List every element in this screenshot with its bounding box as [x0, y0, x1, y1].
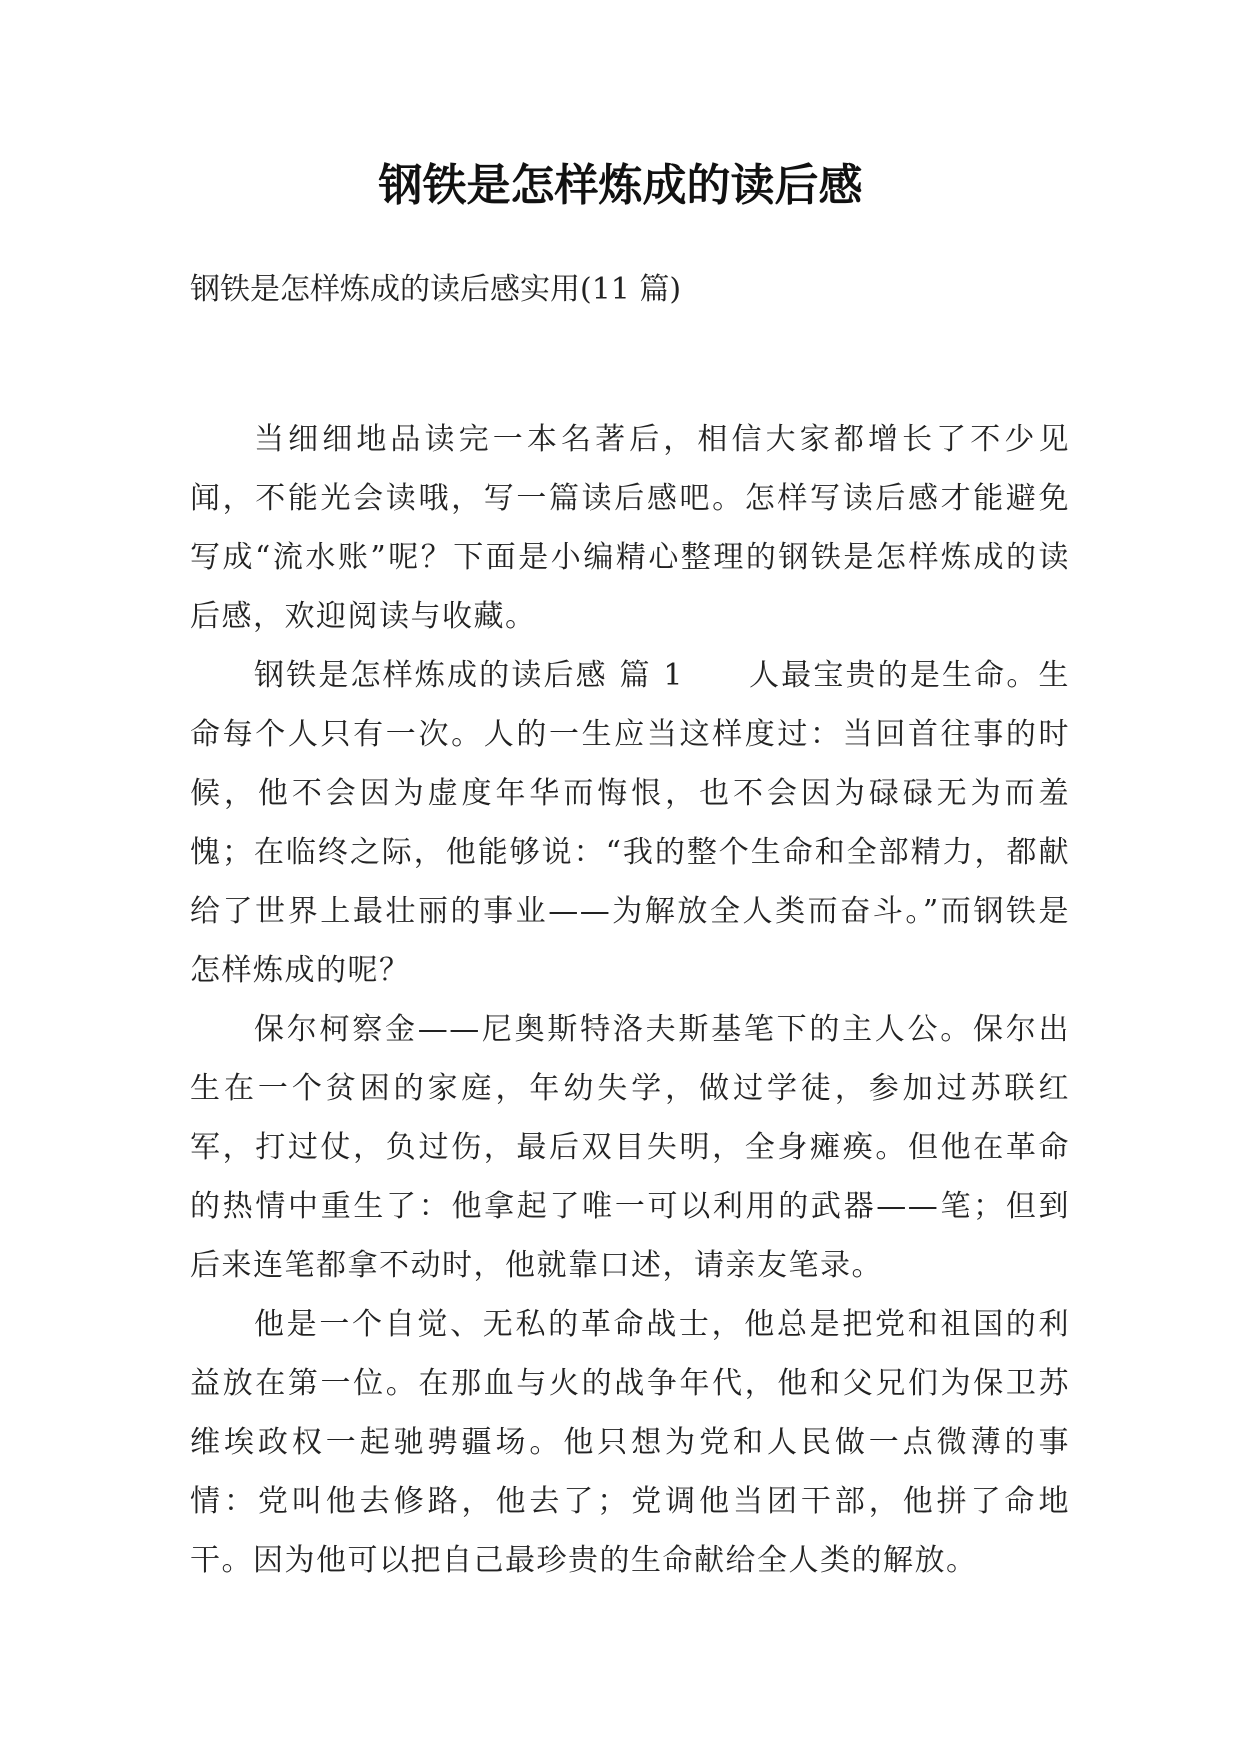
- document-subtitle: 钢铁是怎样炼成的读后感实用(11 篇): [190, 272, 682, 307]
- document-title: 钢铁是怎样炼成的读后感: [378, 160, 863, 211]
- paragraph-section-1: 钢铁是怎样炼成的读后感 篇 1 人最宝贵的是生命。生命每个人只有一次。人的一生应当这样度过：当回首往事的时候，他不会因为虚度年华而悔恨，也不会因为碌碌无为而羞愧；在临终之际，他能够说：“我的整个生命和全部精力，都献给了世界上最壮丽的事业——为解放全人类而奋斗。”而钢铁是怎样炼成的呢？: [190, 658, 1070, 988]
- paragraph-revolutionary: 他是一个自觉、无私的革命战士，他总是把党和祖国的利益放在第一位。在那血与火的战争年代，他和父兄们为保卫苏维埃政权一起驰骋疆场。他只想为党和人民做一点微薄的事情：党叫他去修路，他去了；党调他当团干部，他拼了命地干。因为他可以把自己最珍贵的生命献给全人类的解放。: [190, 1307, 1070, 1578]
- paragraph-pavel: 保尔柯察金——尼奥斯特洛夫斯基笔下的主人公。保尔出生在一个贫困的家庭，年幼失学，做过学徒，参加过苏联红军，打过仗，负过伤，最后双目失明，全身瘫痪。但他在革命的热情中重生了：他拿起了唯一可以利用的武器——笔；但到后来连笔都拿不动时，他就靠口述，请亲友笔录。: [190, 1012, 1070, 1283]
- paragraph-intro: 当细细地品读完一本名著后，相信大家都增长了不少见闻，不能光会读哦，写一篇读后感吧。怎样写读后感才能避免写成“流水账”呢？下面是小编精心整理的钢铁是怎样炼成的读后感，欢迎阅读与收藏。: [190, 422, 1070, 634]
- document-body: [190, 410, 1070, 1590]
